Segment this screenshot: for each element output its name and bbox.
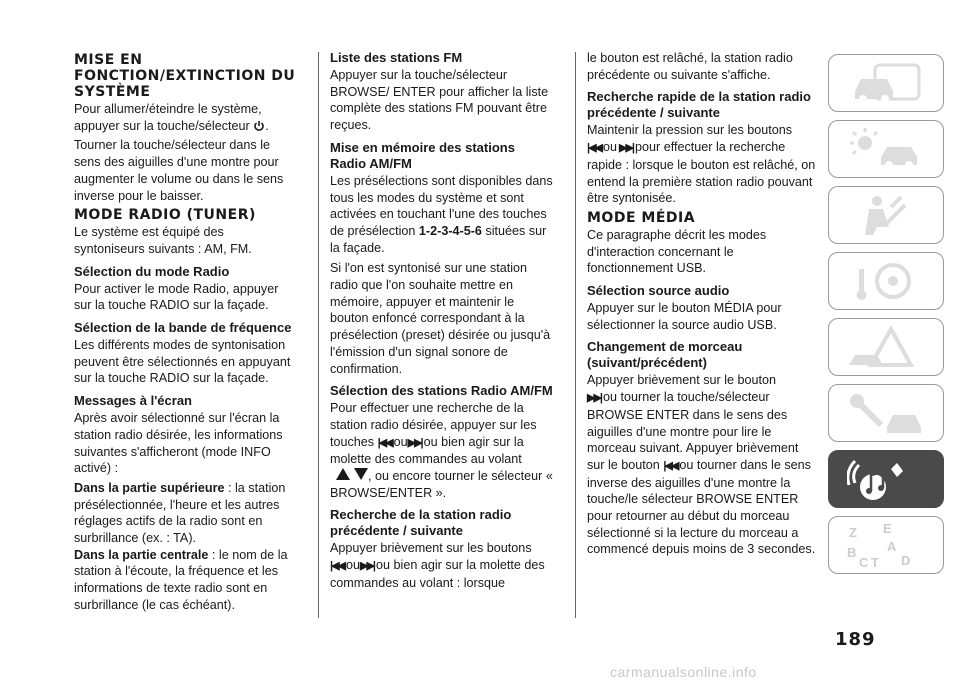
paragraph (74, 547, 296, 614)
text: . (265, 118, 269, 133)
tab-emergency[interactable] (828, 318, 944, 376)
preset-numbers: 1-2-3-4-5-6 (418, 223, 482, 238)
index-letter: Z (849, 525, 857, 540)
heading-media-mode: MODE MÉDIA (587, 209, 696, 226)
car-dashboard-icon (847, 61, 927, 107)
skip-previous-icon: |◀◀ (663, 459, 678, 472)
tab-multimedia[interactable] (828, 450, 944, 508)
column-2 (330, 50, 554, 595)
paragraph: Si l'on est syntonisé sur une station radio que l'on souhaite mettre en mémoire, appuyer et maintenir le bouton enfoncé correspondant à la présélection (preset) désirée ou jusqu'à l'émission d'un signal sonore de confirmation. (330, 261, 551, 376)
text: Appuyer brièvement sur le bouton (587, 373, 777, 388)
index-letter: A (887, 539, 897, 554)
paragraph: Appuyer sur le bouton MÉDIA pour sélectionner la source audio USB. (587, 301, 782, 332)
paragraph: le bouton est relâché, la station radio précédente ou suivante s'affiche. (587, 51, 793, 82)
paragraph (74, 101, 296, 134)
page-number: 189 (835, 629, 876, 650)
heading-radio-mode: MODE RADIO (TUNER) (74, 207, 256, 224)
heading-fast-search: Recherche rapide de la station radio précédente / suivante (587, 89, 811, 121)
paragraph: Pour activer le mode Radio, appuyer sur la touche RADIO sur la façade. (74, 281, 279, 313)
index-letters-icon (847, 523, 927, 569)
text: ou bien agir sur la molette des commandes au volant : lorsque (330, 558, 545, 590)
heading-select-radio: Sélection du mode Radio (74, 263, 230, 279)
skip-next-icon: ▶▶| (407, 436, 422, 449)
text: Les présélections sont disponibles dans tous les modes du système et sont activées en touchant l'une des touches de présélection (330, 173, 553, 238)
warning-triangle-icon (847, 325, 927, 371)
column-divider (318, 52, 319, 618)
text: ou (346, 558, 361, 573)
text: : le nom de la station à l'écoute, la fréquence et les informations de texte radio sont en surbrillance (le cas échéant). (74, 547, 288, 612)
skip-previous-icon: |◀◀ (330, 560, 344, 573)
heading-band: Sélection de la bande de fréquence (74, 320, 292, 336)
paragraph: Ce paragraphe décrit les modes d'interaction concernant le fonctionnement USB. (587, 227, 767, 276)
column-3 (587, 50, 817, 561)
heading-messages: Messages à l'écran (74, 393, 192, 409)
skip-previous-icon: |◀◀ (587, 142, 601, 155)
tab-safety[interactable] (828, 186, 944, 244)
skip-next-icon: ▶▶| (619, 142, 634, 155)
index-letter: C (859, 555, 869, 569)
wrench-car-icon (847, 391, 927, 437)
tab-starting[interactable] (828, 252, 944, 310)
paragraph: Après avoir sélectionné sur l'écran la station radio désirée, les informations suivantes s'afficheront (mode INFO activé) : (74, 411, 283, 476)
text: : la station présélectionnée, l'heure et les autres réglages actifs de la radio sont en surbrillance (ex. : TA). (74, 480, 286, 546)
paragraph: Tourner la touche/sélecteur dans le sens des aiguilles d'une montre pour augmenter le volume ou dans le sens inverse pour le baisser. (74, 138, 284, 203)
chapter-tabs (828, 54, 944, 582)
text: ou (603, 140, 618, 155)
index-letter: E (883, 523, 892, 536)
text: ou bien agir sur la molette des commandes au volant (330, 434, 524, 467)
index-letter: B (847, 545, 857, 560)
paragraph: Les différents modes de syntonisation peuvent être sélectionnés en appuyant sur la touche RADIO sur la façade. (74, 338, 291, 386)
safety-airbag-icon (847, 193, 927, 239)
skip-next-icon: ▶▶| (360, 560, 375, 573)
heading-memory: Mise en mémoire des stations Radio AM/FM (330, 139, 515, 171)
text: situées sur la façade. (330, 223, 547, 255)
text: Maintenir la pression sur les boutons (587, 123, 793, 138)
lights-sun-icon (847, 127, 927, 173)
tab-dashboard[interactable] (828, 54, 944, 112)
power-icon (253, 120, 265, 132)
paragraph (330, 400, 554, 501)
watermark: carmanualsonline.info (610, 664, 757, 680)
heading-prev-next: Recherche de la station radio précédente / suivante (330, 507, 512, 539)
text: Pour allumer/éteindre le système, appuyer sur la touche/sélecteur (74, 102, 262, 133)
text: pour effectuer la recherche rapide : lorsque le bouton est relâché, on entend la première station radio pouvant être syntonisée. (587, 140, 816, 206)
index-letter: T (871, 555, 879, 569)
heading-list-fm: Liste des stations FM (330, 50, 463, 65)
heading-audio-source: Sélection source audio (587, 283, 730, 299)
paragraph: Le système est équipé des syntoniseurs suivants : AM, FM. (74, 225, 252, 256)
text: ou tourner dans le sens inverse des aiguilles d'une montre la touche/le sélecteur BROWSE ENTER pour retourner au début du morceau sélectionné si la lecture du morceau a commencé depuis moins de 3 secondes. (587, 457, 816, 557)
paragraph (330, 540, 554, 591)
tab-maintenance[interactable] (828, 384, 944, 442)
tab-lights[interactable] (828, 120, 944, 178)
paragraph: Appuyer sur la touche/sélecteur BROWSE/ ENTER pour afficher la liste complète des stations FM pouvant être reçues. (330, 68, 549, 133)
skip-previous-icon: |◀◀ (377, 436, 392, 449)
paragraph (74, 480, 296, 547)
heading-track-change: Changement de morceau (suivant/précédent) (587, 339, 743, 371)
paragraph (587, 372, 817, 558)
arrow-up-down-icon (336, 468, 368, 485)
heading-select-stations: Sélection des stations Radio AM/FM (330, 383, 553, 399)
bold-term: Dans la partie centrale (74, 547, 209, 562)
paragraph (330, 173, 554, 257)
text: ou (393, 434, 408, 449)
steering-wheel-key-icon (847, 259, 927, 305)
text: Pour effectuer une recherche de la station radio désirée, appuyer sur les touches (330, 401, 537, 449)
text: Appuyer brièvement sur les boutons (330, 541, 532, 556)
multimedia-note-icon (847, 457, 927, 503)
text: ou tourner la touche/sélecteur BROWSE ENTER dans le sens des aiguilles d'une montre pour lire le morceau suivant. Appuyer brièvement sur le bouton (587, 390, 799, 472)
tab-index[interactable] (828, 516, 944, 574)
column-divider (575, 52, 576, 618)
heading-power: MISE EN FONCTION/EXTINCTION DU SYSTÈME (74, 52, 296, 100)
skip-next-icon: ▶▶| (587, 392, 601, 405)
text: , ou encore tourner le sélecteur « BROWSE/ENTER ». (330, 469, 553, 500)
paragraph (587, 122, 817, 207)
index-letter: D (901, 553, 911, 568)
column-1 (74, 50, 296, 617)
bold-term: Dans la partie supérieure (74, 480, 225, 495)
